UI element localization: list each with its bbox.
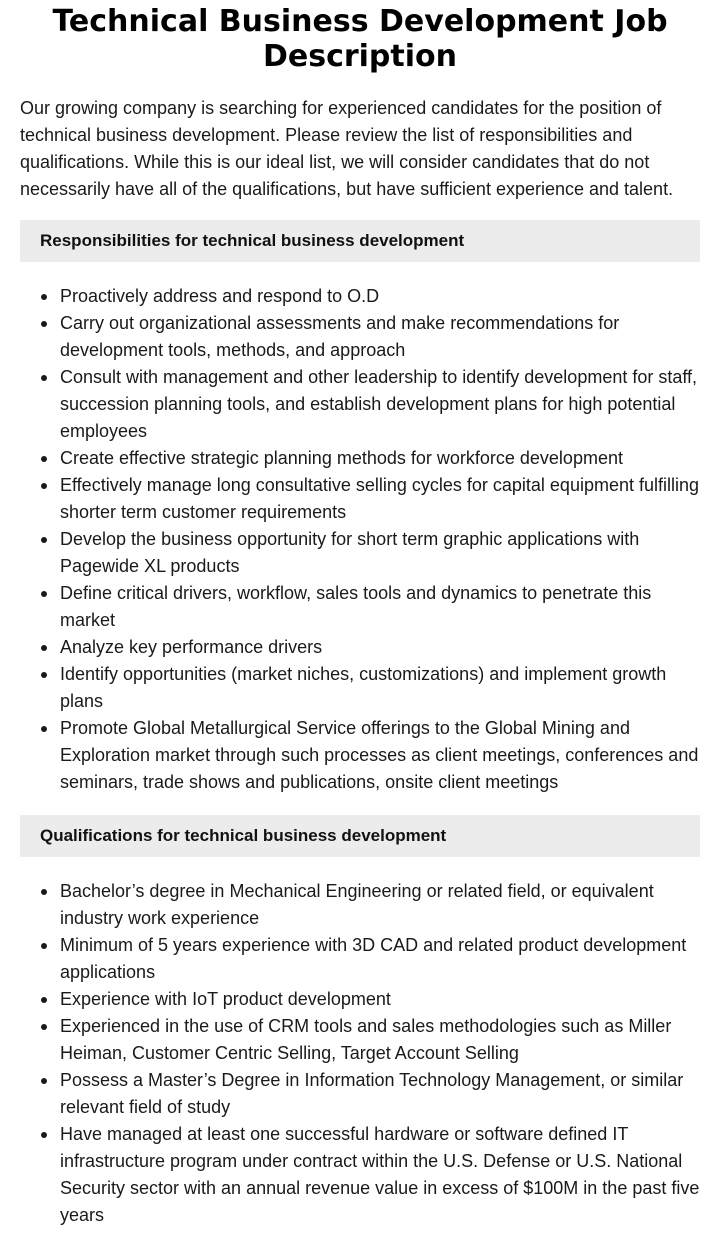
qualifications-heading: Qualifications for technical business development [20,815,700,857]
bullet-icon [41,483,47,489]
bullet-icon [41,672,47,678]
responsibility-item [60,283,700,310]
qualification-item-text: Have managed at least one successful hardware or software defined IT infrastructure program under contract within the U.S. Defense or U.S. National Security sector with an annual revenue value in excess of $100M in the past five years [60,1124,700,1225]
bullet-icon [41,889,47,895]
responsibility-item-text: Effectively manage long consultative selling cycles for capital equipment fulfilling shorter term customer requirements [60,475,700,522]
qualification-item-text: Possess a Master’s Degree in Information Technology Management, or similar relevant field of study [60,1070,684,1117]
qualification-item [60,878,700,932]
responsibility-item-text: Consult with management and other leadership to identify development for staff, succession planning tools, and establish development plans for high potential employees [60,367,698,441]
bullet-icon [41,1078,47,1084]
bullet-icon [41,1024,47,1030]
qualification-item [60,986,700,1013]
responsibility-item [60,661,700,715]
responsibility-item-text: Develop the business opportunity for short term graphic applications with Pagewide XL products [60,529,640,576]
qualification-item-text: Minimum of 5 years experience with 3D CAD and related product development applications [60,935,687,982]
qualification-item-text: Bachelor’s degree in Mechanical Engineering or related field, or equivalent industry work experience [60,881,654,928]
responsibility-item-text: Create effective strategic planning methods for workforce development [60,448,623,468]
responsibility-item-text: Promote Global Metallurgical Service offerings to the Global Mining and Exploration market through such processes as client meetings, conferences and seminars, trade shows and publications, onsite client meetings [60,718,699,792]
responsibility-item-text: Proactively address and respond to O.D [60,286,380,306]
bullet-icon [41,294,47,300]
responsibility-item [60,526,700,580]
responsibilities-list [20,283,700,796]
bullet-icon [41,997,47,1003]
responsibility-item [60,715,700,796]
responsibility-item [60,364,700,445]
responsibilities-section [20,220,700,796]
qualification-item [60,1067,700,1121]
qualification-item [60,1013,700,1067]
responsibilities-heading: Responsibilities for technical business development [20,220,700,262]
bullet-icon [41,537,47,543]
bullet-icon [41,645,47,651]
qualifications-list [20,878,700,1229]
qualification-item-text: Experienced in the use of CRM tools and sales methodologies such as Miller Heiman, Customer Centric Selling, Target Account Selling [60,1016,672,1063]
intro-paragraph: Our growing company is searching for experienced candidates for the position of technical business development. Please review the list of responsibilities and qualifications. While this is our ideal list, we will consider candidates that do not necessarily have all of the qualifications, but have sufficient experience and talent. [20,98,674,199]
qualification-item [60,1121,700,1229]
bullet-icon [41,943,47,949]
bullet-icon [41,1132,47,1138]
bullet-icon [41,375,47,381]
qualifications-section [20,815,700,1229]
bullet-icon [41,726,47,732]
responsibility-item [60,310,700,364]
responsibility-item-text: Analyze key performance drivers [60,637,323,657]
qualification-item [60,932,700,986]
responsibility-item-text: Define critical drivers, workflow, sales tools and dynamics to penetrate this market [60,583,652,630]
bullet-icon [41,456,47,462]
qualification-item-text: Experience with IoT product development [60,989,391,1009]
responsibility-item-text: Identify opportunities (market niches, customizations) and implement growth plans [60,664,667,711]
bullet-icon [41,321,47,327]
bullet-icon [41,591,47,597]
responsibility-item [60,580,700,634]
responsibility-item [60,472,700,526]
responsibility-item-text: Carry out organizational assessments and make recommendations for development tools, methods, and approach [60,313,620,360]
page-title: Technical Business Development Job Description [52,4,668,74]
responsibility-item [60,445,700,472]
responsibility-item [60,634,700,661]
